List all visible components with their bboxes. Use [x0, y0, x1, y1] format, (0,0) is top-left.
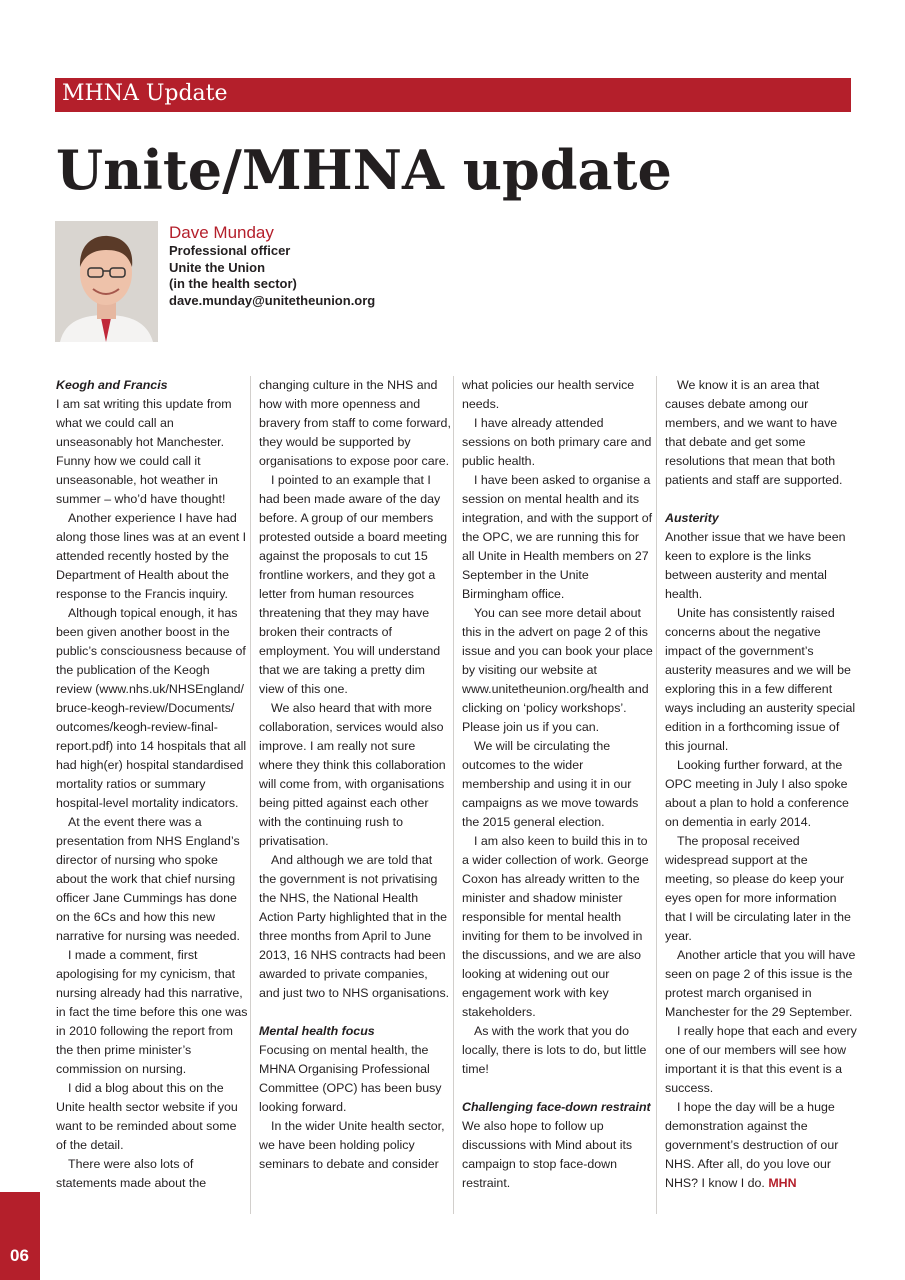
- article-column-4: [665, 376, 857, 1193]
- paragraph: [462, 1117, 654, 1193]
- subheading: [56, 376, 248, 395]
- paragraph-text: We also heard that with more collaboration, services would also improve. I am really not sure where they think this collaboration will come from, with organisations being pitted against each other with the continuing rush to privatisation.: [259, 701, 446, 848]
- page-number-tab: [0, 1192, 40, 1280]
- paragraph: [56, 946, 248, 1079]
- paragraph-text: The proposal received widespread support at the meeting, so please do keep your eyes open for more information that I will be circulating later in the year.: [665, 834, 851, 943]
- paragraph-text: I am sat writing this update from what we could call an unseasonably hot Manchester. Funny how we could call it unseasonable, hot weather in summer – who’d have thought!: [56, 397, 232, 506]
- paragraph-text: I pointed to an example that I had been made aware of the day before. A group of our members protested outside a board meeting against the proposals to cut 15 frontline workers, and they got a letter from human resources threatening that they may have broken their contracts of employment. You will understand that we are taking a pretty dim view of this one.: [259, 473, 448, 696]
- paragraph-text: You can see more detail about this in the advert on page 2 of this issue and you can book your place by visiting our website at www.unitetheunion.org/health and clicking on ‘policy workshops’. Please join us if you can.: [462, 606, 653, 734]
- paragraph-text: changing culture in the NHS and how with more openness and bravery from staff to come forward, they would be supported by organisations to expose poor care.: [259, 378, 451, 468]
- paragraph-text: I have already attended sessions on both primary care and public health.: [462, 416, 652, 468]
- paragraph: [56, 1155, 248, 1193]
- subheading: [259, 1022, 451, 1041]
- paragraph: [462, 832, 654, 1022]
- paragraph: [56, 509, 248, 604]
- paragraph-text: Another experience I have had along those lines was at an event I attended recently hosted by the Department of Health about the response to the Francis inquiry.: [56, 511, 247, 601]
- paragraph: [56, 604, 248, 813]
- paragraph: [462, 414, 654, 471]
- paragraph-text: I made a comment, first apologising for my cynicism, that nursing already had this narrative, in fact the time before this one was in 2010 following the report from the then prime minister’s commission on nursing.: [56, 948, 248, 1076]
- paragraph: [462, 376, 654, 414]
- paragraph-text: I am also keen to build this in to a wider collection of work. George Coxon has already written to the minister and shadow minister responsible for mental health inviting for them to be involved in the discussions, and we are also looking at widening out our engagement work with key stakeholders.: [462, 834, 649, 1019]
- paragraph-text: I have been asked to organise a session on mental health and its integration, and with the support of the OPC, we are running this for all Unite in Health members on 27 September in the Unite Birmingham office.: [462, 473, 653, 601]
- paragraph: [56, 395, 248, 509]
- paragraph-text: I did a blog about this on the Unite health sector website if you want to be reminded about some of the detail.: [56, 1081, 238, 1152]
- column-divider: [453, 376, 454, 1214]
- paragraph: [259, 376, 451, 471]
- author-org: Unite the Union: [169, 259, 266, 275]
- article-column-1: [56, 376, 248, 1193]
- paragraph: [462, 737, 654, 832]
- paragraph-text: Although topical enough, it has been given another boost in the public’s consciousness because of the publication of the Keogh review (www.nhs.uk/NHSEngland/ bruce-keogh-review/Documents/ outcomes/keogh-review-final-report.pdf) into 14 hospitals that all had high(er) hospital standardised mortality ratios or summary hospital-level mortality indicators.: [56, 606, 247, 810]
- paragraph-text: We will be circulating the outcomes to the wider membership and using it in our campaigns as we move towards the 2015 general election.: [462, 739, 639, 829]
- article-column-2: [259, 376, 451, 1174]
- section-label: MHNA Update: [62, 81, 228, 106]
- paragraph-text: Austerity: [665, 511, 719, 525]
- paragraph-text: There were also lots of statements made about the: [56, 1157, 207, 1190]
- paragraph-gap: [259, 1003, 451, 1022]
- paragraph-gap: [665, 490, 857, 509]
- paragraph: [665, 1022, 857, 1098]
- paragraph: [665, 604, 857, 756]
- paragraph-text: Another issue that we have been keen to explore is the links between austerity and mental health.: [665, 530, 846, 601]
- author-photo: [55, 221, 158, 342]
- paragraph-text: And although we are told that the government is not privatising the NHS, the National Health Action Party highlighted that in the three months from April to June 2013, 16 NHS contracts had been awarded to private companies, and just two to NHS organisations.: [259, 853, 450, 1000]
- paragraph-text: Mental health focus: [259, 1024, 375, 1038]
- paragraph-text: Focusing on mental health, the MHNA Organising Professional Committee (OPC) has been busy looking forward.: [259, 1043, 442, 1114]
- paragraph-text: Keogh and Francis: [56, 378, 168, 392]
- paragraph: [259, 1041, 451, 1117]
- article-column-3: [462, 376, 654, 1193]
- paragraph-text: We know it is an area that causes debate among our members, and we want to have that debate and get some resolutions that mean that both patients and staff are supported.: [665, 378, 843, 487]
- paragraph: [665, 1098, 857, 1193]
- paragraph: [259, 851, 451, 1003]
- paragraph-text: I really hope that each and every one of our members will see how important it is that this event is a success.: [665, 1024, 857, 1095]
- author-email[interactable]: dave.munday@unitetheunion.org: [169, 292, 376, 308]
- paragraph: [259, 1117, 451, 1174]
- paragraph: [665, 832, 857, 946]
- paragraph: [665, 376, 857, 490]
- paragraph: [665, 528, 857, 604]
- paragraph-text: As with the work that you do locally, there is lots to do, but little time!: [462, 1024, 647, 1076]
- paragraph-text: Looking further forward, at the OPC meeting in July I also spoke about a plan to hold a conference on dementia in early 2014.: [665, 758, 849, 829]
- subheading: [665, 509, 857, 528]
- column-divider: [656, 376, 657, 1214]
- page-title: Unite/MHNA update: [56, 138, 672, 202]
- author-portrait-image: [55, 221, 158, 342]
- paragraph-text: In the wider Unite health sector, we have been holding policy seminars to debate and consider: [259, 1119, 445, 1171]
- paragraph-text: At the event there was a presentation from NHS England’s director of nursing who spoke about the work that chief nursing officer Jane Cummings has done on the 6Cs and how this new narrative for nursing was needed.: [56, 815, 240, 943]
- author-block: [169, 223, 375, 309]
- end-mark: MHN: [768, 1176, 797, 1190]
- paragraph: [56, 813, 248, 946]
- paragraph-gap: [462, 1079, 654, 1098]
- page-number: 06: [10, 1246, 29, 1265]
- paragraph: [665, 946, 857, 1022]
- paragraph: [665, 756, 857, 832]
- paragraph: [56, 1079, 248, 1155]
- paragraph: [259, 699, 451, 851]
- paragraph-text: We also hope to follow up discussions with Mind about its campaign to stop face-down restraint.: [462, 1119, 633, 1190]
- section-header-bar: [55, 78, 851, 112]
- paragraph-text: Challenging face-down restraint: [462, 1100, 651, 1114]
- paragraph: [462, 604, 654, 737]
- author-name: Dave Munday: [169, 223, 274, 242]
- paragraph-text: Unite has consistently raised concerns about the negative impact of the government’s austerity measures and we will be exploring this in a few different ways including an austerity special edition in a forthcoming issue of this journal.: [665, 606, 856, 753]
- paragraph-text: what policies our health service needs.: [462, 378, 635, 411]
- paragraph: [259, 471, 451, 699]
- paragraph: [462, 1022, 654, 1079]
- subheading: [462, 1098, 654, 1117]
- paragraph-text: Another article that you will have seen on page 2 of this issue is the protest march organised in Manchester for the 29 September.: [665, 948, 856, 1019]
- column-divider: [250, 376, 251, 1214]
- author-sector: (in the health sector): [169, 276, 297, 291]
- author-role: Professional officer: [169, 243, 291, 258]
- paragraph: [462, 471, 654, 604]
- paragraph-text: I hope the day will be a huge demonstration against the government’s destruction of our NHS. After all, do you love our NHS? I know I do.: [665, 1100, 839, 1190]
